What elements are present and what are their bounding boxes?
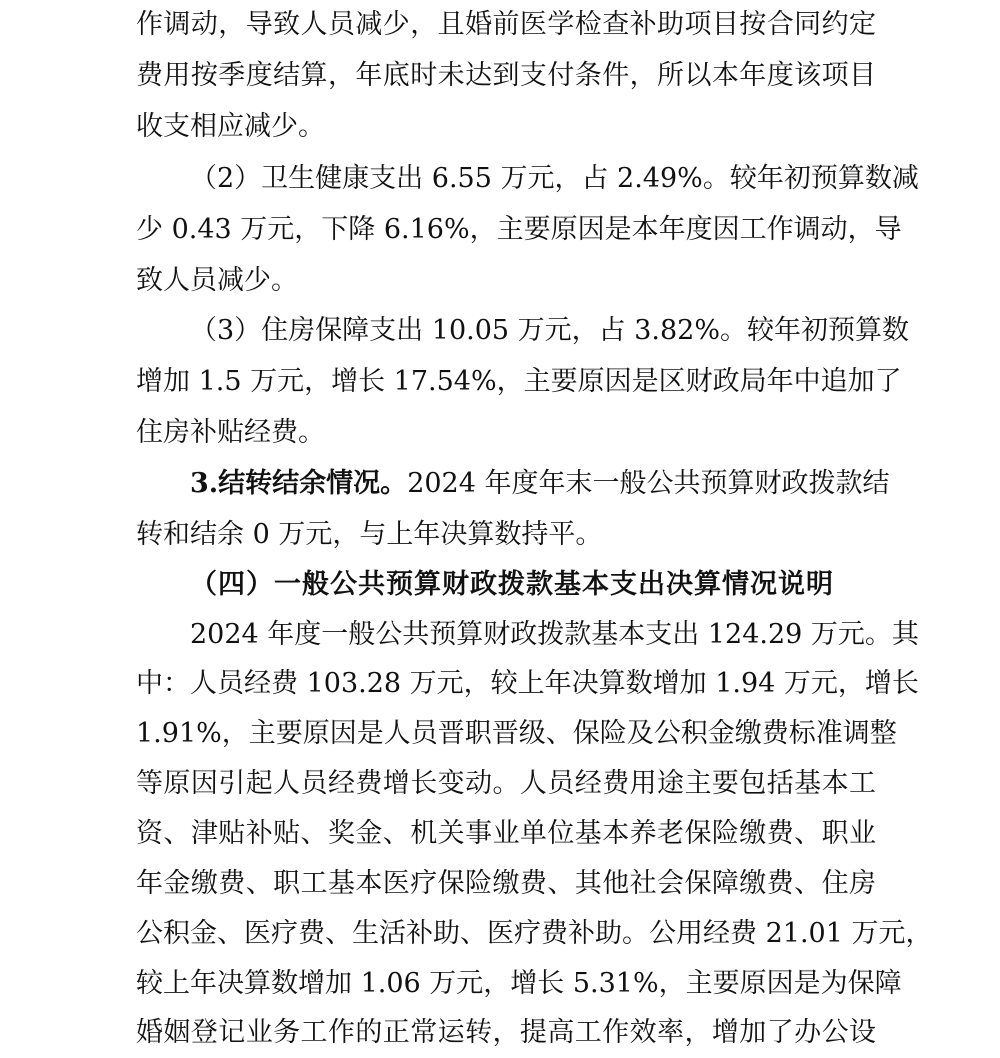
paragraph-1-line-3: 收支相应减少。: [136, 111, 325, 142]
paragraph-4-line-1-rest: 2024 年度年末一般公共预算财政拨款结: [407, 468, 890, 499]
paragraph-3-line-2: 增加 1.5 万元，增长 17.54%，主要原因是区财政局年中追加了: [136, 366, 902, 397]
paragraph-3-line-3: 住房补贴经费。: [136, 417, 325, 448]
paragraph-5-line-8: 较上年决算数增加 1.06 万元，增长 5.31%，主要原因是为保障: [136, 968, 902, 999]
paragraph-5-line-4: 等原因引起人员经费增长变动。人员经费用途主要包括基本工: [136, 768, 876, 799]
paragraph-1-line-2: 费用按季度结算，年底时未达到支付条件，所以本年度该项目: [136, 60, 876, 91]
paragraph-1-line-1: 作调动，导致人员减少，且婚前医学检查补助项目按合同约定: [136, 9, 876, 40]
paragraph-2-line-3: 致人员减少。: [136, 265, 298, 296]
paragraph-5-line-3: 1.91%，主要原因是人员晋职晋级、保险及公积金缴费标准调整: [136, 718, 897, 749]
paragraph-4-line-2: 转和结余 0 万元，与上年决算数持平。: [136, 519, 603, 550]
section-4-heading: （四）一般公共预算财政拨款基本支出决算情况说明: [190, 569, 834, 600]
paragraph-5-line-6: 年金缴费、职工基本医疗保险缴费、其他社会保障缴费、住房: [136, 868, 876, 899]
paragraph-5-line-2: 中：人员经费 103.28 万元，较上年决算数增加 1.94 万元，增长: [136, 668, 919, 699]
paragraph-5-line-1: 2024 年度一般公共预算财政拨款基本支出 124.29 万元。其: [190, 619, 919, 650]
paragraph-4-line-1: [190, 459, 890, 509]
paragraph-2-line-2: 少 0.43 万元，下降 6.16%，主要原因是本年度因工作调动，导: [136, 214, 902, 245]
paragraph-5-line-5: 资、津贴补贴、奖金、机关事业单位基本养老保险缴费、职业: [136, 818, 876, 849]
paragraph-5-line-7: 公积金、医疗费、生活补助、医疗费补助。公用经费 21.01 万元，: [136, 918, 933, 949]
section-3-lead: 3.结转结余情况。: [190, 468, 408, 499]
paragraph-5-line-9: 婚姻登记业务工作的正常运转，提高工作效率，增加了办公设: [136, 1017, 876, 1048]
paragraph-2-line-1: （2）卫生健康支出 6.55 万元，占 2.49%。较年初预算数减: [190, 163, 919, 194]
paragraph-3-line-1: （3）住房保障支出 10.05 万元，占 3.82%。较年初预算数: [190, 315, 909, 346]
